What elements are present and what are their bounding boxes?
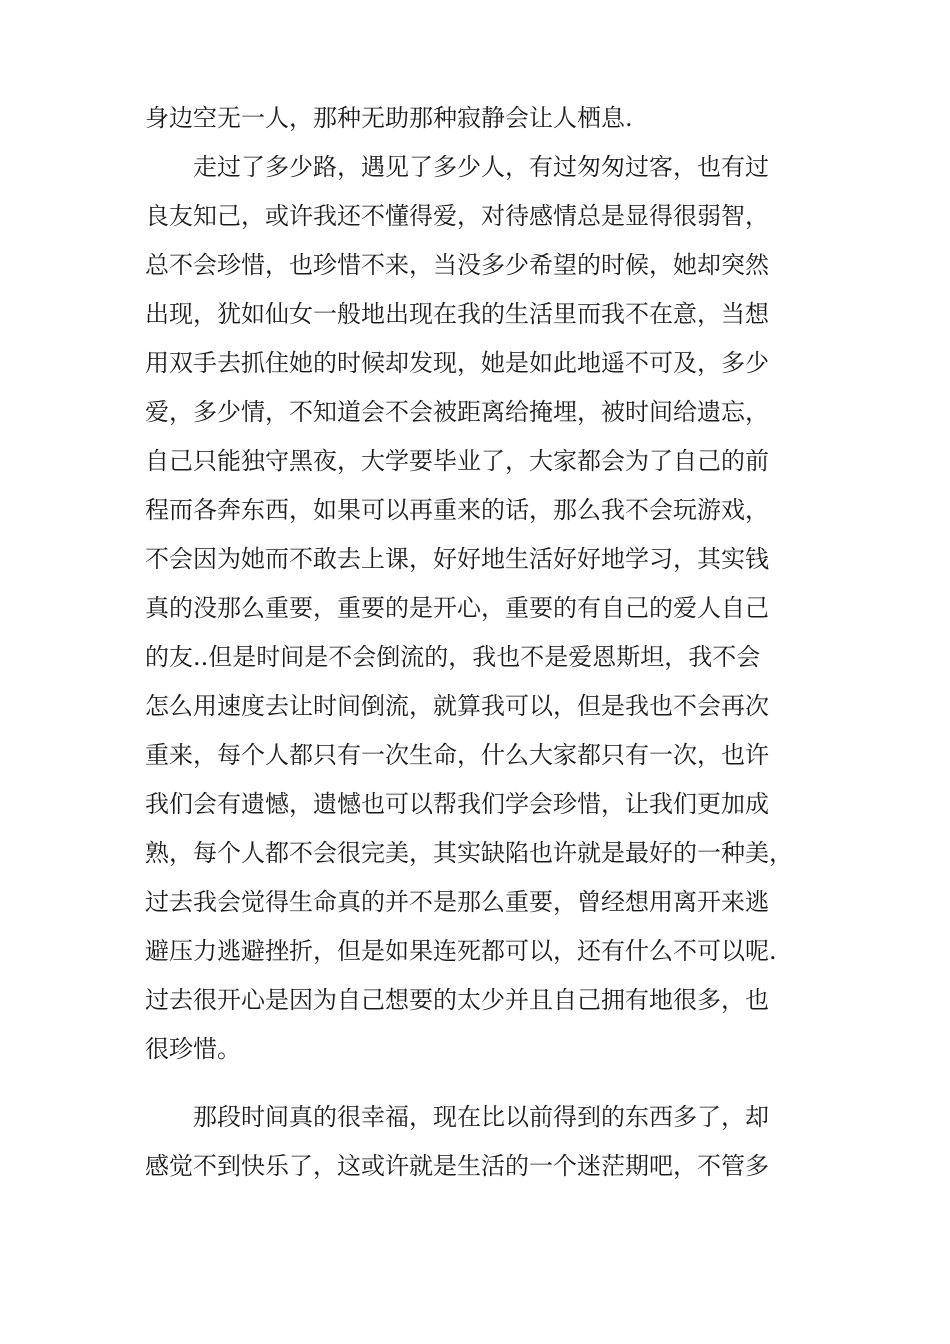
text-line: 避压力逃避挫折，但是如果连死都可以，还有什么不可以呢.: [145, 937, 777, 965]
text-line: 用双手去抓住她的时候却发现，她是如此地遥不可及，多少: [145, 349, 769, 377]
text-line: 爱，多少情，不知道会不会被距离给掩埋，被时间给遗忘，: [145, 398, 769, 426]
text-line: 的友..但是时间是不会倒流的，我也不是爱恩斯坦，我不会: [145, 643, 761, 671]
text-line: 自己只能独守黑夜，大学要毕业了，大家都会为了自己的前: [145, 447, 769, 475]
paragraph-first-line: 那段时间真的很幸福，现在比以前得到的东西多了，却: [193, 1103, 769, 1131]
text-line: 程而各奔东西，如果可以再重来的话，那么我不会玩游戏，: [145, 496, 769, 524]
text-line: 良友知己，或许我还不懂得爱，对待感情总是显得很弱智，: [145, 202, 769, 230]
text-line: 出现，犹如仙女一般地出现在我的生活里而我不在意，当想: [145, 300, 769, 328]
text-line: 熟，每个人都不会很完美，其实缺陷也许就是最好的一种美，: [145, 839, 793, 867]
text-line: 很珍惜。: [145, 1035, 241, 1063]
text-line: 总不会珍惜，也珍惜不来，当没多少希望的时候，她却突然: [145, 251, 769, 279]
paragraph-first-line: 走过了多少路，遇见了多少人，有过匆匆过客，也有过: [193, 153, 769, 181]
text-line: 过去我会觉得生命真的并不是那么重要，曾经想用离开来逃: [145, 888, 769, 916]
text-line: 身边空无一人，那种无助那种寂静会让人栖息.: [145, 104, 633, 132]
text-line: 过去很开心是因为自己想要的太少并且自己拥有地很多，也: [145, 986, 769, 1014]
text-line: 不会因为她而不敢去上课，好好地生活好好地学习，其实钱: [145, 545, 769, 573]
text-line: 我们会有遗憾，遗憾也可以帮我们学会珍惜，让我们更加成: [145, 790, 769, 818]
text-line: 真的没那么重要，重要的是开心，重要的有自己的爱人自己: [145, 594, 769, 622]
text-line: 感觉不到快乐了，这或许就是生活的一个迷茫期吧，不管多: [145, 1152, 769, 1180]
text-line: 怎么用速度去让时间倒流，就算我可以，但是我也不会再次: [145, 692, 769, 720]
text-line: 重来，每个人都只有一次生命，什么大家都只有一次，也许: [145, 741, 769, 769]
